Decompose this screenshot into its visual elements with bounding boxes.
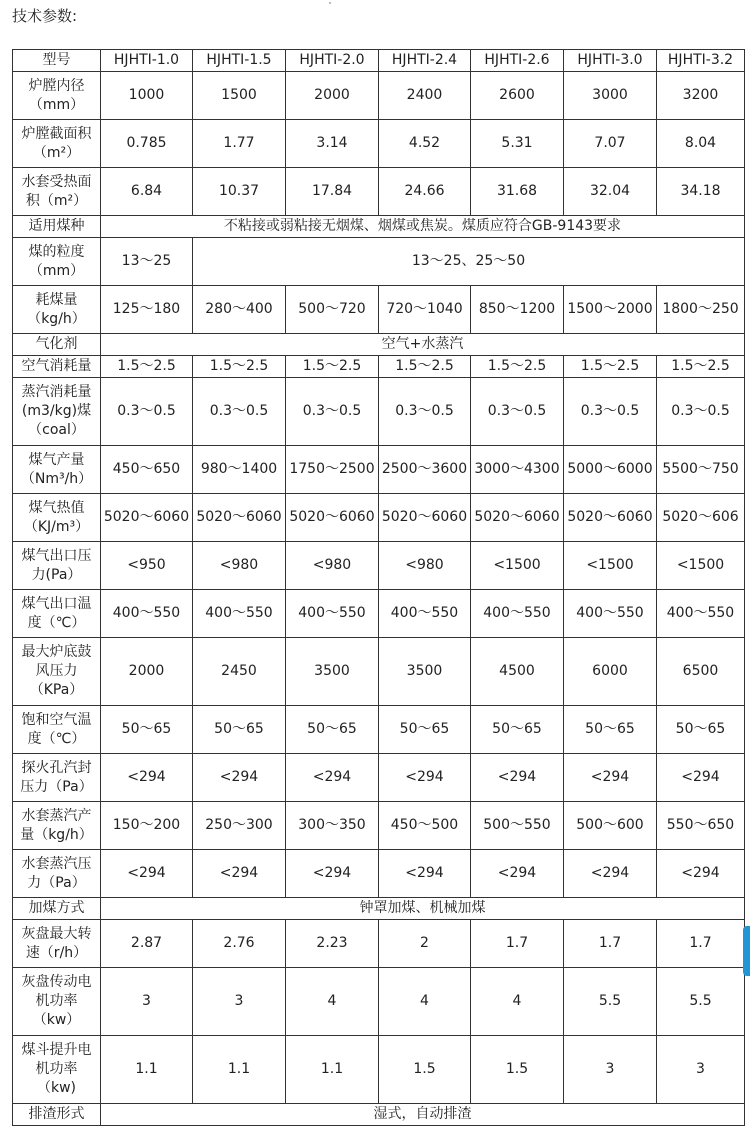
row-label-line: （coal） (28, 422, 85, 438)
value-cell: 5020～6060 (193, 494, 286, 542)
row-label-line: 煤气出口压 (21, 547, 92, 564)
model-header-cell: HJHTI-1.0 (101, 50, 193, 72)
value-cell: 1750～2500 (286, 446, 379, 494)
value-cell: 300～350 (286, 802, 379, 850)
value-cell: <294 (564, 754, 657, 802)
value-cell: 0.3～0.5 (564, 378, 657, 446)
value-cell: 1.77 (193, 120, 286, 168)
value-cell: 4500 (471, 638, 564, 706)
table-row (13, 590, 745, 638)
row-label-line: 探火孔汽封 (21, 759, 92, 776)
value-cell: <294 (564, 850, 657, 898)
value-cell: 5020～6060 (564, 494, 657, 542)
table-row (13, 378, 745, 446)
row-label-line: 蒸汽消耗量 (21, 384, 92, 400)
table-row (13, 638, 745, 706)
value-cell: 50～65 (101, 706, 193, 754)
row-label-cell (13, 378, 101, 446)
row-label-line: （KJ/m³） (23, 518, 90, 535)
row-label-cell (13, 706, 101, 754)
row-label-line: 炉膛内径 (28, 77, 85, 94)
value-cell: <980 (379, 542, 471, 590)
value-cell: 3.14 (286, 120, 379, 168)
row-label-cell (13, 446, 101, 494)
row-label-line: 煤斗提升电 (21, 1042, 92, 1058)
model-header-cell: HJHTI-3.2 (657, 50, 745, 72)
value-cell: 1.1 (286, 1036, 379, 1104)
value-cell: 1.1 (193, 1036, 286, 1104)
row-label-cell (13, 754, 101, 802)
value-cell: 17.84 (286, 168, 379, 216)
value-cell: <294 (193, 754, 286, 802)
value-cell: 34.18 (657, 168, 745, 216)
value-cell: 5020～6060 (379, 494, 471, 542)
value-cell: 1.5～2.5 (471, 356, 564, 378)
row-label-cell (13, 968, 101, 1036)
merged-value-cell: 湿式，自动排渣 (101, 1104, 745, 1126)
row-label-cell (13, 850, 101, 898)
value-cell: 1.5～2.5 (286, 356, 379, 378)
value-cell: 2500～3600 (379, 446, 471, 494)
value-cell: 5.5 (657, 968, 745, 1036)
model-header-cell: HJHTI-2.4 (379, 50, 471, 72)
row-label-cell (13, 334, 101, 356)
table-row (13, 334, 745, 356)
row-label-cell (13, 168, 101, 216)
row-label-cell (13, 494, 101, 542)
value-cell: 4 (379, 968, 471, 1036)
value-cell: 1.7 (657, 920, 745, 968)
merged-value-cell: 钟罩加煤、机械加煤 (101, 898, 745, 920)
row-label-line: （m²） (32, 144, 81, 161)
side-scroll-handle[interactable] (743, 926, 750, 976)
value-cell: <294 (193, 850, 286, 898)
table-row (13, 968, 745, 1036)
value-cell: 150～200 (101, 802, 193, 850)
value-cell: 3 (193, 968, 286, 1036)
row-label-line: 机功率 (35, 993, 78, 1009)
value-cell: 4 (286, 968, 379, 1036)
value-cell: 1000 (101, 72, 193, 120)
value-cell: 32.04 (564, 168, 657, 216)
value-cell: 1.5～2.5 (101, 356, 193, 378)
row-label-line: 空气消耗量 (21, 358, 92, 374)
table-header-row (13, 50, 745, 72)
value-cell: 4 (471, 968, 564, 1036)
value-cell: 1500 (193, 72, 286, 120)
value-cell: 0.3～0.5 (101, 378, 193, 446)
row-label-line: 力（Pa） (27, 874, 86, 891)
row-label-line: 饱和空气温 (21, 711, 92, 728)
table-row (13, 446, 745, 494)
value-cell: 2.23 (286, 920, 379, 968)
row-label-line: (m3/kg)煤 (21, 403, 92, 419)
value-cell: 13～25 (101, 238, 193, 286)
value-cell: 500～600 (564, 802, 657, 850)
value-cell: <294 (379, 754, 471, 802)
table-row (13, 238, 745, 286)
value-cell: 400～550 (101, 590, 193, 638)
value-cell: 400～550 (286, 590, 379, 638)
value-cell: 2400 (379, 72, 471, 120)
value-cell: 2000 (101, 638, 193, 706)
value-cell: 5020～6060 (286, 494, 379, 542)
value-cell: 50～65 (193, 706, 286, 754)
value-cell: 2 (379, 920, 471, 968)
row-label-line: 积（m²） (25, 192, 88, 209)
row-label-line: 煤气产量 (28, 451, 85, 468)
row-label-line: 煤气出口温 (21, 595, 92, 612)
row-label-line: （mm） (28, 96, 85, 113)
page-heading: 技术参数: (12, 7, 78, 25)
value-cell: 10.37 (193, 168, 286, 216)
value-cell: 0.3～0.5 (379, 378, 471, 446)
value-cell: 850～1200 (471, 286, 564, 334)
value-cell: 1.5～2.5 (193, 356, 286, 378)
row-label-cell (13, 356, 101, 378)
row-label-line: 机功率 (35, 1061, 78, 1077)
row-label-line: （mm） (28, 262, 85, 279)
row-label-line: 风压力 (35, 663, 78, 679)
value-cell: <980 (193, 542, 286, 590)
value-cell: 2000 (286, 72, 379, 120)
value-cell: 6000 (564, 638, 657, 706)
value-cell: 50～65 (657, 706, 745, 754)
row-label-cell (13, 238, 101, 286)
value-cell: 400～550 (471, 590, 564, 638)
row-label-line: 耗煤量 (35, 291, 78, 308)
table-row (13, 216, 745, 238)
row-label-line: 排渣形式 (28, 1106, 85, 1122)
value-cell: <294 (101, 754, 193, 802)
value-cell: 2600 (471, 72, 564, 120)
decorative-dot (329, 2, 331, 4)
header-label-cell: 型号 (13, 50, 101, 72)
row-label-cell (13, 898, 101, 920)
value-cell: 3500 (379, 638, 471, 706)
spec-table (12, 49, 745, 1126)
value-cell: 550～650 (657, 802, 745, 850)
row-label-line: （Nm³/h） (20, 470, 93, 487)
value-cell: <294 (657, 754, 745, 802)
row-label-cell (13, 802, 101, 850)
table-row (13, 802, 745, 850)
value-cell: 400～550 (564, 590, 657, 638)
value-cell: 1.5 (379, 1036, 471, 1104)
value-cell: 0.3～0.5 (657, 378, 745, 446)
merged-value-cell: 不粘接或弱粘接无烟煤、烟煤或焦炭。煤质应符合GB-9143要求 (101, 216, 745, 238)
row-label-line: 水套受热面 (21, 173, 92, 190)
value-cell: 50～65 (379, 706, 471, 754)
value-cell: 5020～606 (657, 494, 745, 542)
value-cell: 4.52 (379, 120, 471, 168)
value-cell: <294 (471, 754, 564, 802)
value-cell: 31.68 (471, 168, 564, 216)
value-cell: 50～65 (286, 706, 379, 754)
table-row (13, 72, 745, 120)
row-label-cell (13, 590, 101, 638)
value-cell: 280～400 (193, 286, 286, 334)
table-row (13, 120, 745, 168)
value-cell: <294 (101, 850, 193, 898)
value-cell: <1500 (657, 542, 745, 590)
value-cell: 400～550 (657, 590, 745, 638)
value-cell: 1.5～2.5 (657, 356, 745, 378)
row-label-line: （KPa） (29, 682, 84, 698)
row-label-line: 加煤方式 (28, 900, 85, 916)
model-header-cell: HJHTI-2.0 (286, 50, 379, 72)
value-cell: 5.5 (564, 968, 657, 1036)
row-label-line: 灰盘最大转 (21, 925, 92, 942)
value-cell: 0.3～0.5 (193, 378, 286, 446)
value-cell: 8.04 (657, 120, 745, 168)
value-cell: 450～500 (379, 802, 471, 850)
row-label-cell (13, 72, 101, 120)
row-label-cell (13, 1036, 101, 1104)
value-cell: 2.76 (193, 920, 286, 968)
row-label-line: 气化剂 (35, 336, 78, 352)
value-cell: 0.3～0.5 (286, 378, 379, 446)
value-cell: 0.785 (101, 120, 193, 168)
row-label-line: 煤气热值 (28, 499, 85, 516)
table-row (13, 1036, 745, 1104)
value-cell: 3000 (564, 72, 657, 120)
value-cell: 3200 (657, 72, 745, 120)
merged-value-cell: 13～25、25～50 (193, 238, 745, 286)
row-label-line: 灰盘传动电 (21, 974, 92, 990)
table-row (13, 898, 745, 920)
value-cell: <294 (286, 754, 379, 802)
value-cell: 2450 (193, 638, 286, 706)
table-row (13, 706, 745, 754)
value-cell: 3500 (286, 638, 379, 706)
row-label-line: 量（kg/h） (20, 826, 93, 843)
row-label-line: 适用煤种 (28, 218, 85, 234)
table-row (13, 1104, 745, 1126)
value-cell: 500～550 (471, 802, 564, 850)
row-label-cell (13, 1104, 101, 1126)
value-cell: 400～550 (193, 590, 286, 638)
value-cell: <294 (657, 850, 745, 898)
value-cell: 50～65 (471, 706, 564, 754)
value-cell: 5020～6060 (471, 494, 564, 542)
value-cell: 400～550 (379, 590, 471, 638)
value-cell: 500～720 (286, 286, 379, 334)
value-cell: <294 (286, 850, 379, 898)
table-row (13, 920, 745, 968)
value-cell: 3 (657, 1036, 745, 1104)
value-cell: 125～180 (101, 286, 193, 334)
value-cell: 250～300 (193, 802, 286, 850)
value-cell: 450～650 (101, 446, 193, 494)
value-cell: 3 (101, 968, 193, 1036)
value-cell: 1800～250 (657, 286, 745, 334)
table-row (13, 356, 745, 378)
row-label-line: 速（r/h） (25, 944, 88, 961)
value-cell: 1.1 (101, 1036, 193, 1104)
merged-value-cell: 空气+水蒸汽 (101, 334, 745, 356)
row-label-line: 炉膛截面积 (21, 125, 92, 142)
value-cell: 3 (564, 1036, 657, 1104)
row-label-cell (13, 920, 101, 968)
value-cell: 24.66 (379, 168, 471, 216)
table-row (13, 754, 745, 802)
row-label-line: （kg/h） (27, 310, 86, 327)
table-row (13, 494, 745, 542)
value-cell: <294 (379, 850, 471, 898)
row-label-line: 水套蒸汽压 (21, 855, 92, 872)
value-cell: 1.7 (471, 920, 564, 968)
value-cell: 1.5 (471, 1036, 564, 1104)
row-label-cell (13, 638, 101, 706)
model-header-cell: HJHTI-3.0 (564, 50, 657, 72)
value-cell: 5500～750 (657, 446, 745, 494)
model-header-cell: HJHTI-2.6 (471, 50, 564, 72)
value-cell: <1500 (564, 542, 657, 590)
table-row (13, 542, 745, 590)
table-row (13, 286, 745, 334)
value-cell: 7.07 (564, 120, 657, 168)
value-cell: 1500～2000 (564, 286, 657, 334)
value-cell: 50～65 (564, 706, 657, 754)
row-label-cell (13, 286, 101, 334)
value-cell: 5020～6060 (101, 494, 193, 542)
row-label-line: 力(Pa） (31, 566, 82, 583)
value-cell: 720～1040 (379, 286, 471, 334)
value-cell: 980～1400 (193, 446, 286, 494)
value-cell: <294 (471, 850, 564, 898)
row-label-line: （kw) (36, 1080, 77, 1096)
row-label-line: 压力（Pa） (20, 778, 93, 795)
value-cell: 0.3～0.5 (471, 378, 564, 446)
value-cell: <950 (101, 542, 193, 590)
row-label-line: 煤的粒度 (28, 243, 85, 260)
table-row (13, 850, 745, 898)
value-cell: 1.7 (564, 920, 657, 968)
value-cell: <980 (286, 542, 379, 590)
value-cell: 5000～6000 (564, 446, 657, 494)
value-cell: 1.5～2.5 (379, 356, 471, 378)
value-cell: 5.31 (471, 120, 564, 168)
value-cell: 3000～4300 (471, 446, 564, 494)
row-label-cell (13, 120, 101, 168)
row-label-line: 度（℃） (27, 730, 86, 747)
model-header-cell: HJHTI-1.5 (193, 50, 286, 72)
value-cell: 6500 (657, 638, 745, 706)
value-cell: <1500 (471, 542, 564, 590)
row-label-line: （kw） (32, 1012, 81, 1028)
row-label-line: 水套蒸汽产 (21, 807, 92, 824)
row-label-line: 最大炉底鼓 (21, 644, 92, 660)
value-cell: 2.87 (101, 920, 193, 968)
value-cell: 6.84 (101, 168, 193, 216)
row-label-cell (13, 216, 101, 238)
row-label-line: 度（℃） (27, 614, 86, 631)
value-cell: 1.5～2.5 (564, 356, 657, 378)
table-row (13, 168, 745, 216)
row-label-cell (13, 542, 101, 590)
